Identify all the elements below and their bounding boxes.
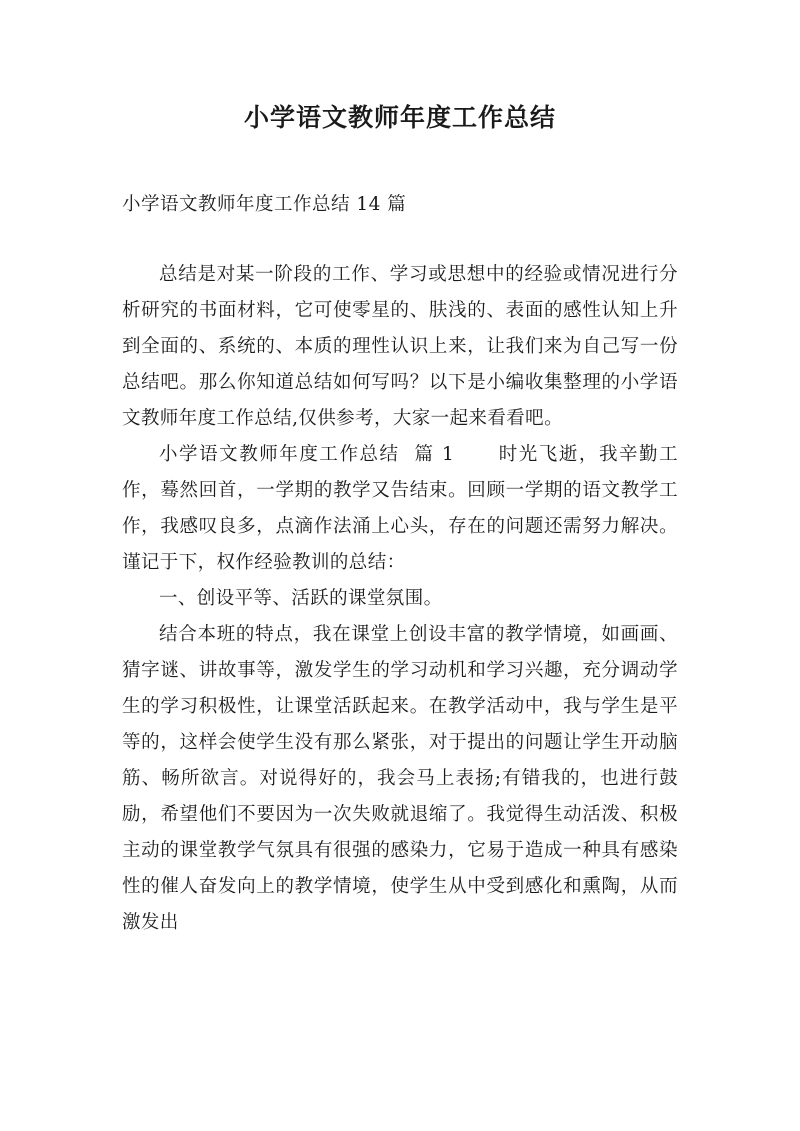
paragraph-heading-1: 一、创设平等、活跃的课堂氛围。 (159, 588, 443, 609)
document-body (122, 257, 678, 941)
document-subtitle: 小学语文教师年度工作总结 14 篇 (122, 194, 407, 215)
paragraph-intro: 总结是对某一阶段的工作、学习或思想中的经验或情况进行分析研究的书面材料，它可使零星的、肤浅的、表面的感性认知上升到全面的、系统的、本质的理性认识上来，让我们来为自己写一份总结吧。那么你知道总结如何写吗？以下是小编收集整理的小学语文教师年度工作总结,仅供参考，大家一起来看看吧。 (122, 264, 678, 429)
document-title: 小学语文教师年度工作总结 (243, 103, 556, 132)
paragraph-body-1: 结合本班的特点，我在课堂上创设丰富的教学情境，如画画、猜字谜、讲故事等，激发学生的学习动机和学习兴趣，充分调动学生的学习积极性，让课堂活跃起来。在教学活动中，我与学生是平等的，这样会使学生没有那么紧张，对于提出的问题让学生开动脑筋、畅所欲言。对说得好的，我会马上表扬;有错我的，也进行鼓励，希望他们不要因为一次失败就退缩了。我觉得生动活泼、积极主动的课堂教学气氛具有很强的感染力，它易于造成一种具有感染性的催人奋发向上的教学情境，使学生从中受到感化和熏陶，从而激发出 (122, 624, 678, 933)
paragraph-section-1: 小学语文教师年度工作总结 篇 1 时光飞逝，我辛勤工作，蓦然回首，一学期的教学又告结束。回顾一学期的语文教学工作，我感叹良多，点滴作法涌上心头，存在的问题还需努力解决。谨记于下，权作经验教训的总结： (122, 444, 678, 573)
